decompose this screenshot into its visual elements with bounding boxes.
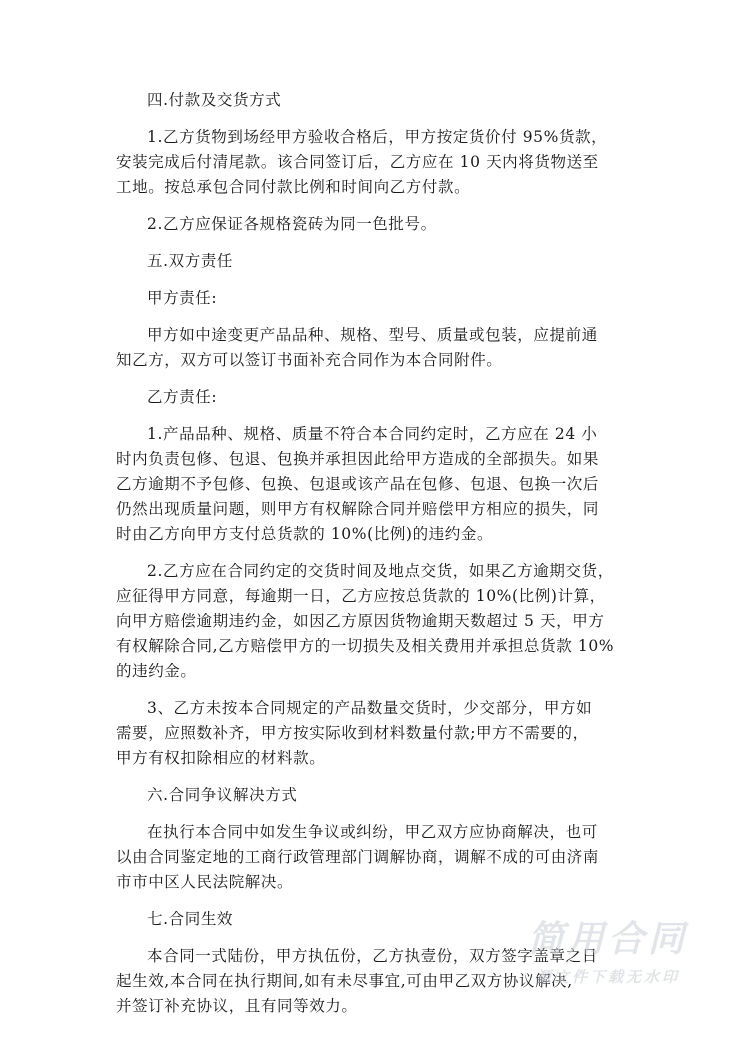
party-a-label: 甲方责任:	[147, 289, 218, 307]
payment-clause-2: 2.乙方应保证各规格瓷砖为同一色批号。	[147, 215, 437, 233]
effectiveness-clause-1: 本合同一式陆份，甲方执伍份，乙方执壹份，双方签字盖章之日 起生效,本合同在执行期间,如有未尽事宜,可由甲乙双方协议解决, 并签订补充协议，且有同等效力。	[116, 947, 598, 1015]
document-body	[116, 88, 636, 1031]
watermark-subtitle: 源文件下载无水印	[535, 968, 680, 986]
party-a-clause-1: 甲方如中途变更产品品种、规格、型号、质量或包装，应提前通 知乙方，双方可以签订书面补充合同作为本合同附件。	[116, 326, 598, 369]
party-b-clause-1: 1.产品品种、规格、质量不符合本合同约定时，乙方应在 24 小 时内负责包修、包退、包换并承担因此给甲方造成的全部损失。如果 乙方逾期不予包修、包换、包退或该产品在包修、包退、包换一次后 仍然出现质量问题，则甲方有权解除合同并赔偿甲方相应的损失，同 时由乙方向甲方支付总货款的 10%(比例)的违约金。	[116, 425, 600, 543]
section-heading-payment: 四.付款及交货方式	[147, 91, 282, 109]
dispute-clause-1: 在执行本合同中如发生争议或纠纷，甲乙双方应协商解决，也可 以由合同鉴定地的工商行政管理部门调解协商，调解不成的可由济南 市市中区人民法院解决。	[116, 823, 600, 891]
payment-clause-1: 1.乙方货物到场经甲方验收合格后，甲方按定货价付 95%货款， 安装完成后付清尾款。该合同签订后，乙方应在 10 天内将货物送至 工地。按总承包合同付款比例和时间向乙方付款。	[116, 128, 608, 196]
party-b-label: 乙方责任:	[147, 388, 218, 406]
party-b-clause-3: 3、乙方未按本合同规定的产品数量交货时，少交部分，甲方如 需要，应照数补齐，甲方按实际收到材料数量付款;甲方不需要的， 甲方有权扣除相应的材料款。	[116, 699, 593, 767]
party-b-clause-2: 2.乙方应在合同约定的交货时间及地点交货，如果乙方逾期交货， 应征得甲方同意，每逾期一日，乙方应按总货款的 10%(比例)计算， 向甲方赔偿逾期违约金，如因乙方原因货物逾期天数超过 5 天，甲方 有权解除合同,乙方赔偿甲方的一切损失及相关费用并承担总货款 10% 的违约金。	[116, 562, 615, 680]
section-heading-effectiveness: 七.合同生效	[147, 910, 234, 928]
watermark-title: 简用合同	[527, 919, 688, 960]
section-heading-responsibilities: 五.双方责任	[147, 252, 234, 270]
section-heading-dispute: 六.合同争议解决方式	[147, 786, 298, 804]
